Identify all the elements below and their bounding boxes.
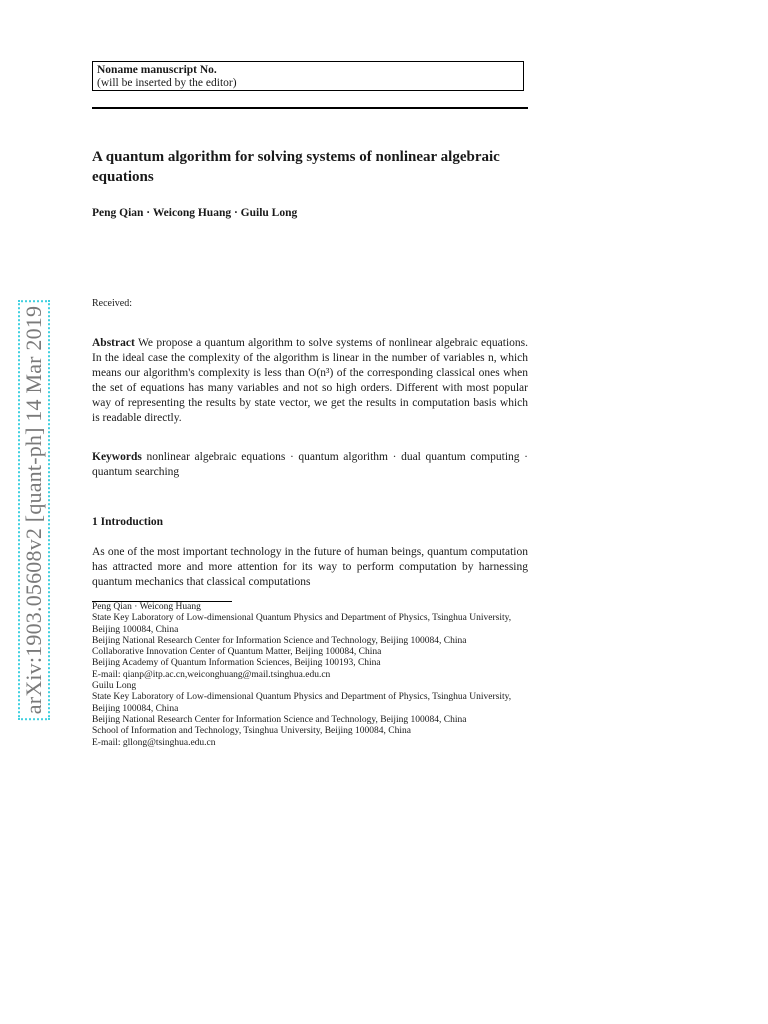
- abstract: [92, 336, 528, 426]
- footnote-line: Collaborative Innovation Center of Quantum Matter, Beijing 100084, China: [92, 647, 382, 658]
- footnote-line: Beijing National Research Center for Information Science and Technology, Beijing 100084, China: [92, 635, 467, 646]
- keywords-label: Keywords: [92, 451, 142, 463]
- manuscript-label: Noname manuscript No.: [97, 64, 217, 76]
- abstract-label: Abstract: [92, 337, 135, 349]
- author-affiliations: [92, 602, 528, 749]
- footnote-line: Guilu Long: [92, 681, 137, 692]
- footnote-line: State Key Laboratory of Low-dimensional Quantum Physics and Department of Physics, Tsinghua University, Beijing 100084, China: [92, 613, 512, 635]
- footnote-line: State Key Laboratory of Low-dimensional Quantum Physics and Department of Physics, Tsinghua University, Beijing 100084, China: [92, 692, 512, 714]
- footnote-line: E-mail: gllong@tsinghua.edu.cn: [92, 737, 216, 748]
- authors: Peng Qian · Weicong Huang · Guilu Long: [92, 207, 298, 219]
- paper-title: A quantum algorithm for solving systems of nonlinear algebraic equations: [92, 149, 500, 185]
- section-heading-introduction: 1 Introduction: [92, 516, 164, 528]
- footnote-line: Peng Qian · Weicong Huang: [92, 602, 201, 612]
- arxiv-identifier[interactable]: arXiv:1903.05608v2 [quant-ph] 14 Mar 2019: [18, 300, 50, 720]
- received-line: Received:: [92, 298, 132, 309]
- abstract-text: We propose a quantum algorithm to solve systems of nonlinear algebraic equations. In the ideal case the complexity of the algorithm is linear in the number of variables n, which means our algorithm's complexity is less than O(n³) of the corresponding classical ones when the set of equations has many variables and not so high orders. Different with most popular way of representing the results by state vector, we get the results in computation basis which is readable directly.: [92, 337, 528, 424]
- editor-note: (will be inserted by the editor): [97, 77, 237, 89]
- header-rule: [92, 107, 528, 109]
- footnote-line: Beijing National Research Center for Information Science and Technology, Beijing 100084, China: [92, 714, 467, 725]
- introduction-text: As one of the most important technology in the future of human beings, quantum computation has attracted more and more attention for its way to perform computation by harnessing quantum mechanics that classical computations: [92, 546, 528, 588]
- footnote-line: E-mail: qianp@itp.ac.cn,weiconghuang@mail.tsinghua.edu.cn: [92, 669, 331, 680]
- keywords: [92, 450, 528, 480]
- keywords-text: nonlinear algebraic equations · quantum algorithm · dual quantum computing · quantum searching: [92, 451, 528, 478]
- footnote-line: School of Information and Technology, Tsinghua University, Beijing 100084, China: [92, 726, 411, 737]
- footnote-line: Beijing Academy of Quantum Information Sciences, Beijing 100193, China: [92, 658, 381, 669]
- editor-box: [92, 61, 524, 91]
